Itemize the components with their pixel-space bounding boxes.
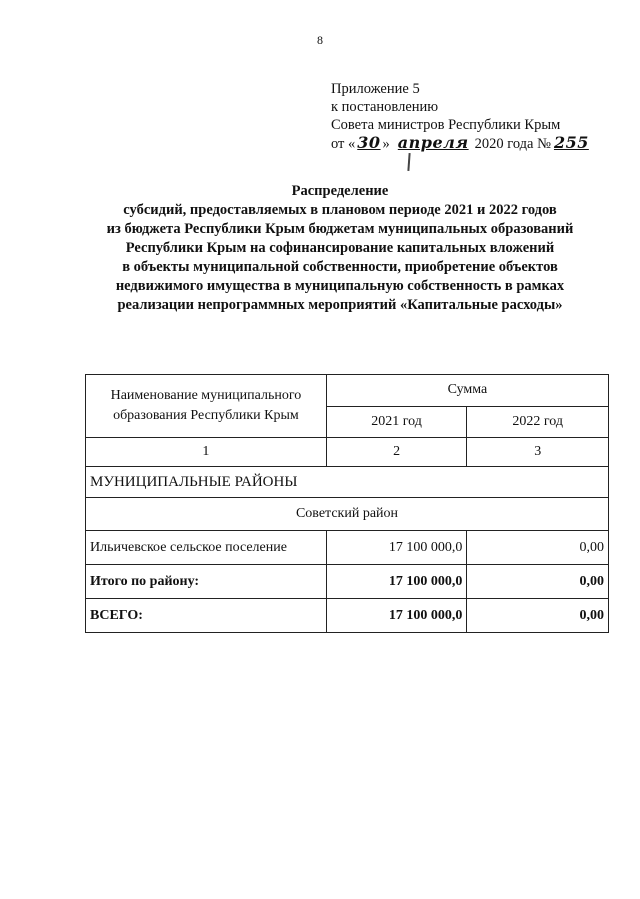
subtotal-label: Итого по району:	[86, 565, 327, 599]
subtotal-row	[86, 565, 609, 599]
appendix-block	[331, 80, 589, 153]
header-municipality	[86, 375, 327, 438]
header-municipality-line-2: образования Республики Крым	[113, 408, 299, 423]
title-line-7: реализации непрограммных мероприятий «Капитальные расходы»	[117, 297, 563, 313]
total-value-2022: 0,00	[467, 599, 609, 633]
row-value-2021: 17 100 000,0	[326, 531, 467, 565]
subtotal-value-2021: 17 100 000,0	[326, 565, 467, 599]
handwritten-month: апреля	[397, 133, 469, 152]
title-line-3: из бюджета Республики Крым бюджетам муниципальных образований	[106, 221, 574, 237]
date-year: 2020 года №	[474, 136, 551, 152]
date-quote-close: »	[382, 136, 390, 152]
column-number-3: 3	[467, 438, 609, 467]
appendix-title: Приложение 5	[331, 81, 420, 97]
total-label: ВСЕГО:	[86, 599, 327, 633]
handwritten-number: 255	[553, 133, 589, 152]
handwritten-day: 30	[357, 133, 381, 152]
total-row	[86, 599, 609, 633]
header-year-2022: 2022 год	[467, 406, 609, 438]
document-title	[60, 182, 620, 315]
district-heading: Советский район	[86, 498, 609, 531]
total-value-2021: 17 100 000,0	[326, 599, 467, 633]
row-value-2022: 0,00	[467, 531, 609, 565]
title-line-1: Распределение	[291, 183, 389, 199]
appendix-line-council: Совета министров Республики Крым	[331, 117, 561, 133]
appendix-line-to-resolution: к постановлению	[331, 99, 439, 115]
column-number-1: 1	[86, 438, 327, 467]
row-name: Ильичевское сельское поселение	[86, 531, 327, 565]
table-row	[86, 531, 609, 565]
pen-stroke-mark	[407, 153, 410, 171]
column-number-2: 2	[326, 438, 467, 467]
header-year-2021: 2021 год	[326, 406, 467, 438]
title-line-6: недвижимого имущества в муниципальную собственность в рамках	[115, 278, 565, 294]
appendix-date-line	[331, 134, 589, 153]
title-line-5: в объекты муниципальной собственности, приобретение объектов	[122, 259, 558, 275]
header-sum: Сумма	[326, 375, 608, 407]
distribution-table	[85, 374, 609, 633]
header-municipality-line-1: Наименование муниципального	[110, 388, 302, 403]
subtotal-value-2022: 0,00	[467, 565, 609, 599]
title-line-4: Республики Крым на софинансирование капитальных вложений	[125, 240, 555, 256]
date-prefix: от «	[331, 136, 356, 152]
title-line-2: субсидий, предоставляемых в плановом периоде 2021 и 2022 годов	[123, 202, 557, 218]
section-heading: МУНИЦИПАЛЬНЫЕ РАЙОНЫ	[86, 467, 609, 498]
page-number: 8	[317, 33, 323, 47]
